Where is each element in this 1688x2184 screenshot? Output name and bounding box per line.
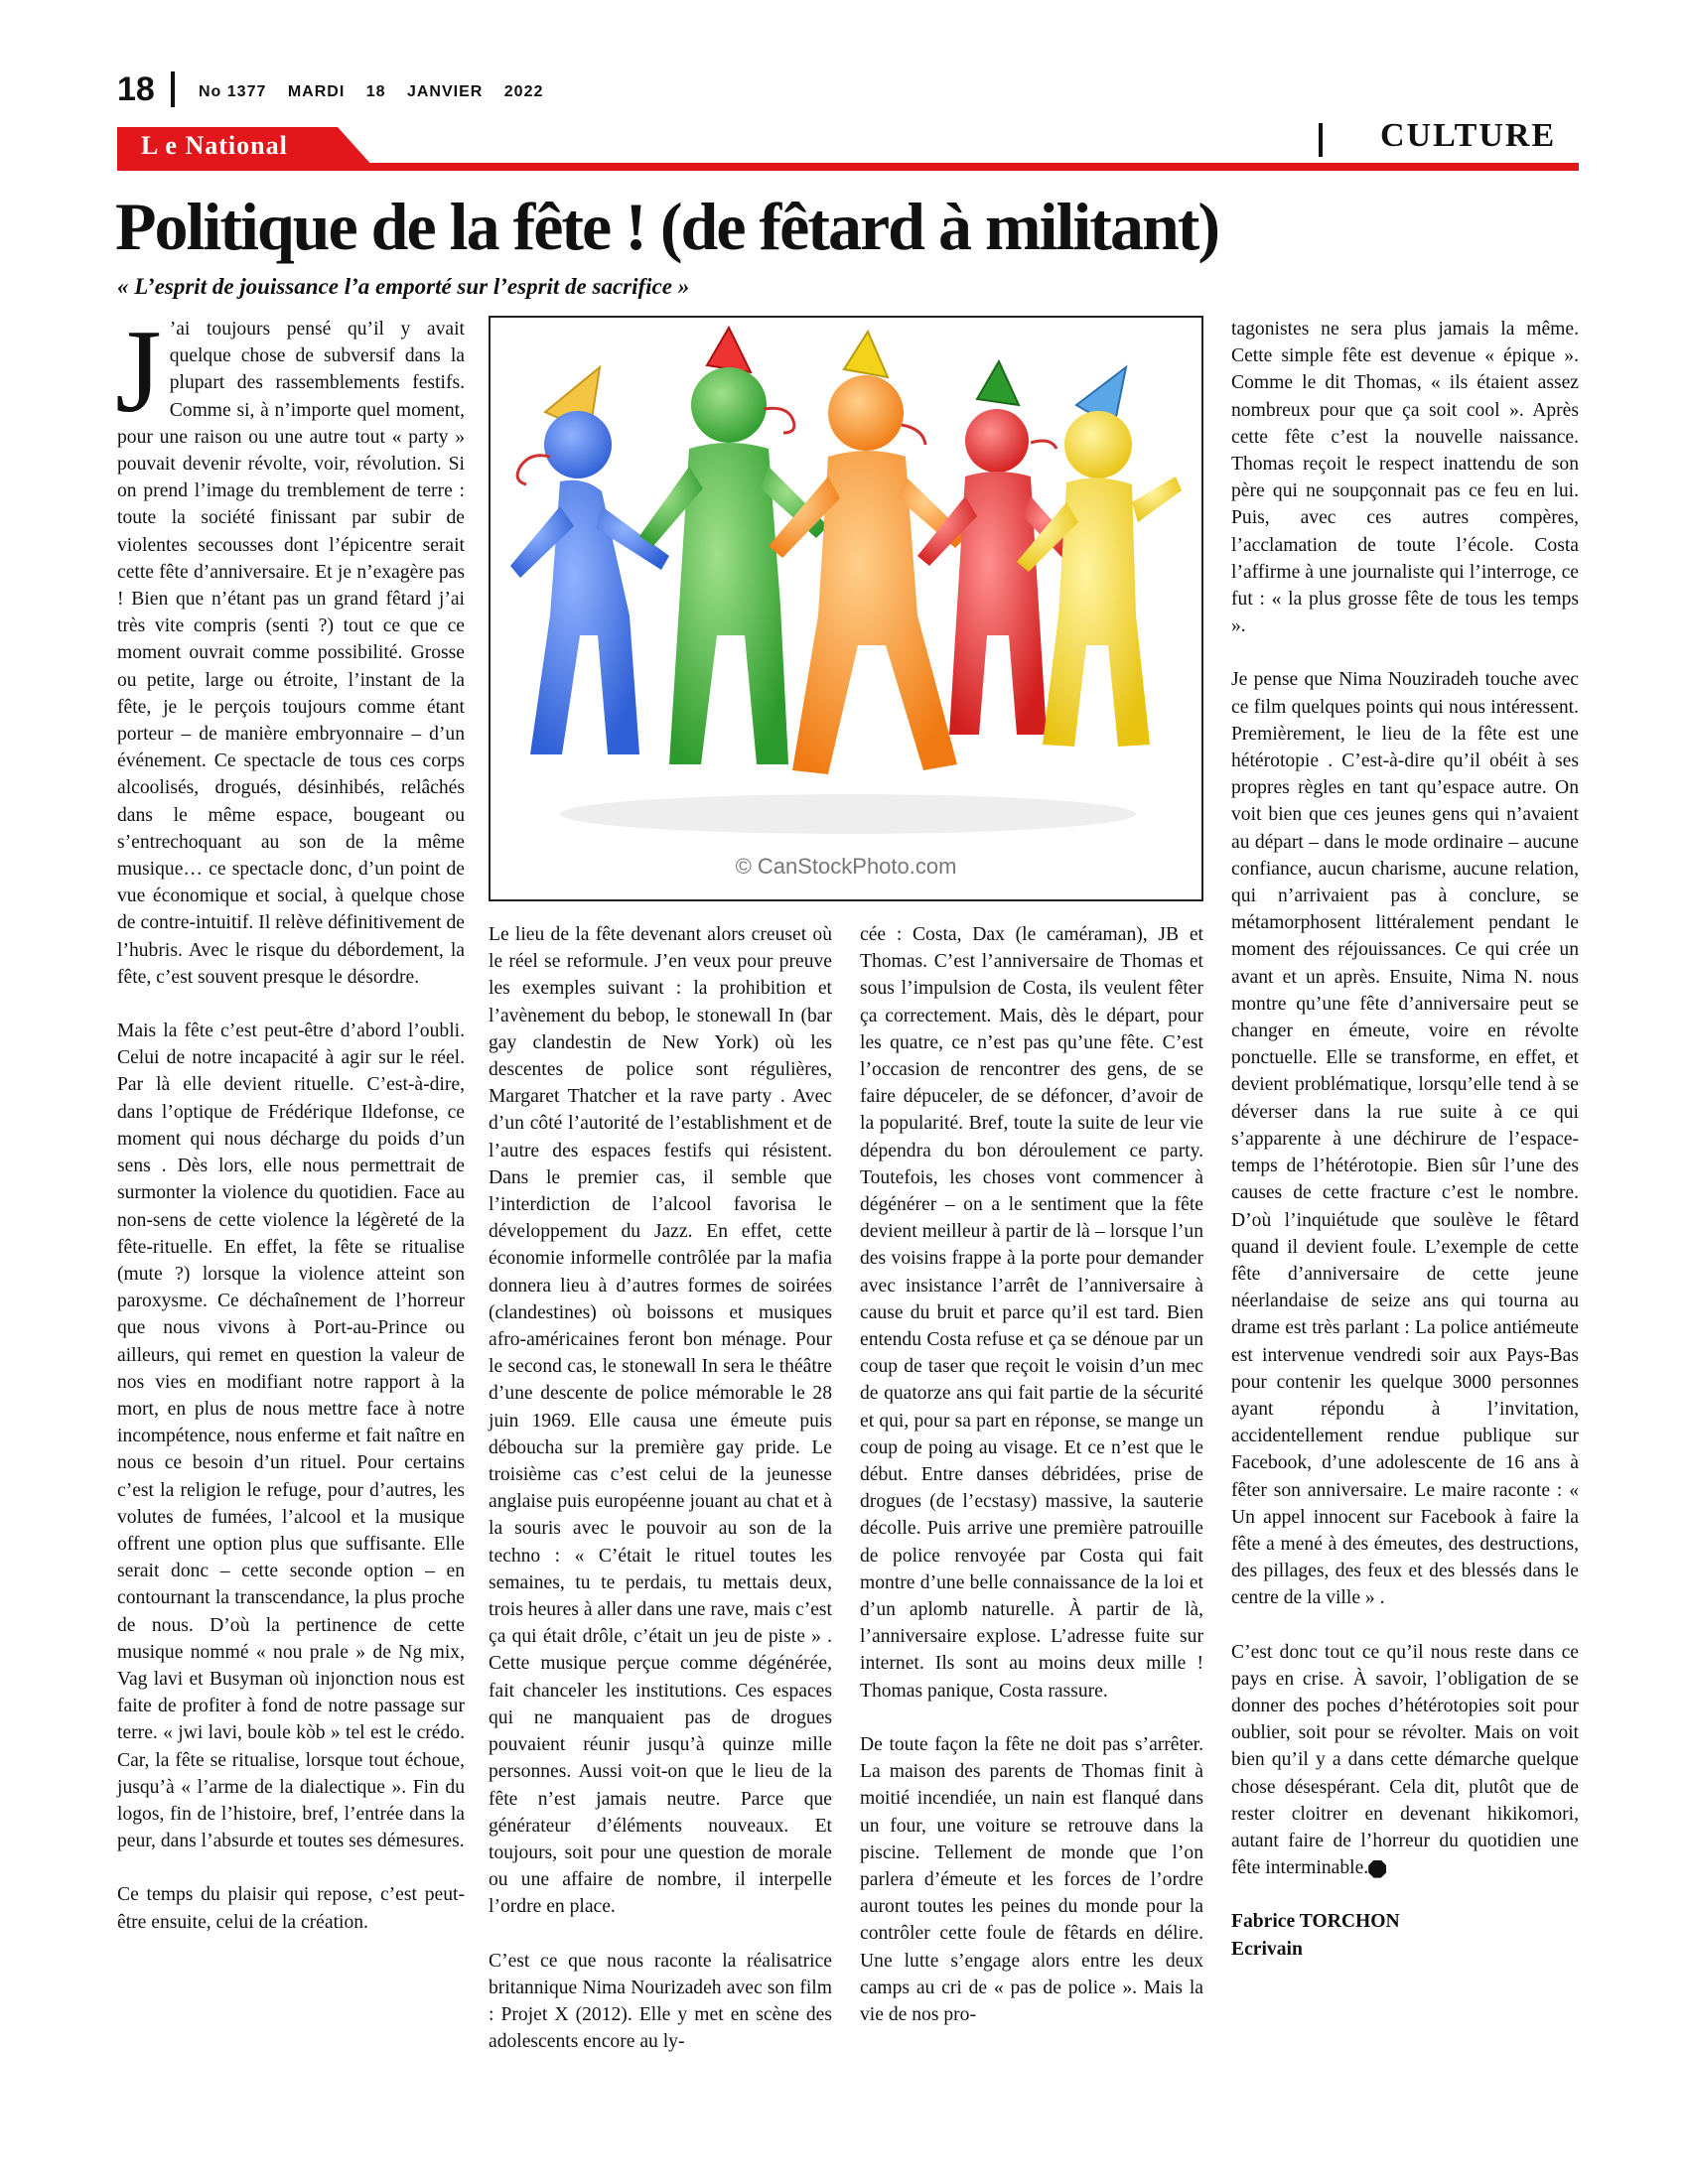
- party-figures-illustration: [491, 318, 1201, 899]
- issue-number: No 1377: [199, 83, 267, 100]
- paragraph: tagonistes ne sera plus jamais la même. Cette simple fête est devenue « épique ». Comme le dit Thomas, « ils étaient assez nombreux pour que ça soit cool ». Après cette fête c’est la nouvelle naissance. Thomas reçoit le respect inattendu de son père qui ne soupçonnait pas ce feu en lui. Puis, avec ces autres compères, l’acclamation de toute l’école. Costa l’affirme à une journaliste qui l’interroge, ce fut : « la plus grosse fête de tous les temps ».: [1231, 319, 1579, 637]
- paragraph: Je pense que Nima Nouziradeh touche avec ce film quelques points qui nous intéressent. Premièrement, le lieu de la fête est une hétérotopie . C’est-à-dire qu’il obéit à ses propres règles en tant qu’espace autre. On voit bien que ces jeunes gens qui n’avaient au départ – dans le mode ordinaire – aucune confiance, aucun charisme, aucune relation, qui n’arrivaient pas à conclure, se métamorphosent littéralement pendant le moment des réjouissances. Ce qui crée un avant et un après. Ensuite, Nima N. nous montre qu’une fête d’anniversaire peut se changer en émeute, voire en révolte ponctuelle. Elle se transforme, en effet, et devient problématique, lorsqu’elle tend à se déverser dans la rue suite à ce qui s’apparente à une déchirure de l’espace-temps de l’hétérotopie. Bien sûr l’une des causes de cette fracture c’est le nombre. D’où l’inquiétude que soulève le fêtard quand il devient foule. L’exemple de cette fête d’anniversaire de cette jeune néerlandaise de seize ans qui tourna au drame est très parlant : La police antiémeute est intervenue vendredi soir aux Pays-Bas pour contenir les quelque 3000 personnes ayant répondu à l’invitation, accidentellement rendue publique sur Facebook, d’une adolescente de 16 ans à fêter son anniversaire. Le maire raconte : « Un appel innocent sur Facebook à faire la fête a mené à des émeutes, des destructions, des pillages, des feux et des blessés dans le centre de la ville » .: [1231, 669, 1579, 1609]
- masthead-divider: [171, 71, 175, 107]
- red-rule: [117, 163, 1579, 171]
- issue-date-day: 18: [365, 83, 386, 100]
- issue-line: [199, 83, 559, 101]
- paragraph-text: C’est donc tout ce qu’il nous reste dans ce pays en crise. À savoir, l’obligation de se donner des poches d’hétérotopies soit pour oublier, soit pour se révolter. Mais on voit bien qu’il y a dans cette démarche quelque chose désespérant. Cela dit, plutôt que de rester cloitrer en devenant hikikomori, autant faire de l’horreur du quotidien une fête interminable.: [1231, 1641, 1579, 1879]
- author-role: Ecrivain: [1231, 1938, 1303, 1960]
- column-1: [115, 305, 465, 1936]
- paragraph: Le lieu de la fête devenant alors creuset où le réel se reformule. J’en veux pour preuve les exemples suivant : la prohibition et l’avènement du bebop, le stonewall In (bar gay clandestin de New York) où les descentes de police sont régulières, Margaret Thatcher et la rave party . Avec d’un côté l’autorité de l’establishment et de l’autre des espaces festifs qui résistent. Dans le premier cas, il semble que l’interdiction de l’alcool favorisa le développement du Jazz. En effet, cette économie informelle contrôlée par la mafia donnera lieu à d’autres formes de soirées (clandestines) où boissons et musiques afro-américaines feront bon ménage. Pour le second cas, le stonewall In sera le théâtre d’une descente de police mémorable le 28 juin 1969. Elle causa une émeute puis déboucha sur la première gay pride. Le troisième cas c’est celui de la jeunesse anglaise puis européenne jouant au chat et à la souris avec le pouvoir au son de la techno : « C’était le rituel toutes les semaines, tu te perdais, tu mettais deux, trois heures à aller dans une rave, mais c’est ça qui était drôle, c’était un jeu de piste » . Cette musique perçue comme dégénérée, fait chanceler les institutions. Ces espaces qui ne manquaient pas de drogues pouvaient réunir jusqu’à quinze mille personnes. Aussi voit-on que le lieu de la fête n’est jamais neutre. Parce que générateur d’éléments nouveaux. Et toujours, soit pour une question de morale ou une affaire de nombre, il interpelle l’ordre en place.: [489, 924, 832, 1918]
- section-label: CULTURE: [1380, 117, 1557, 154]
- brand-tab: [117, 127, 375, 167]
- drop-cap: J: [115, 305, 162, 437]
- green-figure: [639, 328, 828, 764]
- paragraph: Ce temps du plaisir qui repose, c’est peut-être ensuite, celui de la création.: [117, 1884, 465, 1933]
- paragraph-text: ’ai toujours pensé qu’il y avait quelque chose de subversif dans la plupart des rassemblements festifs. Comme si, à n’importe quel moment, pour une raison ou une autre tout « party » pouvait devenir révolte, voir, révolution. Si on prend l’image du tremblement de terre : toute la société finissant par subir de violentes secousses dont l’épicentre serait cette fête d’anniversaire. Et je n’exagère pas ! Bien que n’étant pas un grand fêtard j’ai très vite compris (senti ?) tout ce que ce moment ouvrait comme possibilité. Grosse ou petite, large ou étroite, l’instant de la fête, je le perçois toujours comme étant porteur – de manière embryonnaire – d’un événement. Ce spectacle de tous ces corps alcoolisés, drogués, désinhibés, relâchés dans le même espace, bougeant ou s’entrechoquant au son de la même musique… ce spectacle donc, d’un point de vue économique et social, à quelque chose de contre-intuitif. Il relève définitivement de l’hubris. Avec le risque du débordement, la fête, c’est souvent presque le désordre.: [117, 319, 465, 988]
- column-2: [489, 921, 832, 2055]
- author-signature: [1231, 1908, 1579, 1962]
- issue-year: 2022: [503, 83, 544, 100]
- paragraph: De toute façon la fête ne doit pas s’arrêter. La maison des parents de Thomas finit à moitié incendiée, un nain est flanqué dans un four, une voiture se retrouve dans la piscine. Tellement de monde que l’on parlera d’émeute et les forces de l’ordre auront toutes les peines du monde pour la contrôler cette foule de fêtards en délire. Une lutte s’engage alors entre les deux camps au cri de « pas de police ». Mais la vie de nos pro-: [860, 1733, 1203, 2025]
- paragraph: Mais la fête c’est peut-être d’abord l’oubli. Celui de notre incapacité à agir sur le réel. Par là elle devient rituelle. C’est-à-dire, dans l’optique de Frédérique Ildefonse, ce moment qui nous décharge du poids d’un sens . Dès lors, elle nous permettrait de surmonter la violence du quotidien. Face au non-sens de cette violence la légèreté de la fête-rituelle. En effet, la fête se ritualise (mute ?) lorsque la violence atteint son paroxysme. Ce déchaînement de l’horreur que nous vivons à Port-au-Prince ou ailleurs, qui remet en question la valeur de nos vies en modifiant notre rapport à la mort, en plus de nous mettre face à notre incompétence, nous enferme et fait naître en nous ce besoin d’un rituel. Pour certains c’est la religion le refuge, pour d’autres, les volutes de fumées, l’alcool et la musique offrent une option plus que suffisante. Elle serait donc – cette seconde option – en contournant la transcendance, la plus proche de nous. D’où la pertinence de cette musique nommé « nou prale » de Ng mix, Vag lavi et Busyman où injonction nous est faite de profiter à fond de notre passage sur terre. « jwi lavi, boule kòb » tel est le crédo. Car, la fête se ritualise, lorsque tout échoue, jusqu’à « l’arme de la dialectique ». Fin du logos, fin de l’histoire, bref, l’entrée dans la peur, dans l’absurde et toutes ses démesures.: [117, 1021, 465, 1852]
- brand-name: L e National: [141, 131, 288, 160]
- image-credit: © CanStockPhoto.com: [735, 854, 957, 879]
- blue-figure: [510, 367, 669, 754]
- column-4: [1231, 316, 1579, 1963]
- issue-month: JANVIER: [406, 83, 484, 100]
- article-image: [489, 316, 1203, 901]
- subhead: « L’esprit de jouissance l’a emporté sur l’esprit de sacrifice »: [117, 274, 690, 299]
- author-name: Fabrice TORCHON: [1231, 1911, 1400, 1933]
- paragraph: cée : Costa, Dax (le caméraman), JB et Thomas. C’est l’anniversaire de Thomas et sous l’impulsion de Costa, ils veulent fêter ça correctement. Mais, dès le départ, pour les quatre, ce n’est pas qu’une fête. C’est l’occasion de rencontrer des gens, de se faire dépuceler, de se défoncer, d’avoir de la popularité. Bref, toute la suite de leur vie dépendra du bon déroulement ce party. Toutefois, les choses vont commencer à dégénérer – on a le sentiment que la fête devient meilleur à partir de là – lorsque l’un des voisins frappe à la porte pour demander avec insistance l’arrêt de l’anniversaire à cause du bruit et parce qu’il est tard. Bien entendu Costa refuse et ça se dénoue par un coup de taser que reçoit le voisin d’un mec de quatorze ans qui fait partie de la sécurité et qui, pour sa part en réponse, se mange un coup de poing au visage. Et ce n’est que le début. Entre danses débridées, prise de drogues (de l’ecstasy) massive, la sauterie décolle. Puis arrive une première patrouille de police renvoyée par Costa qui fait montre d’une belle connaissance de la loi et d’un aplomb naturelle. À partir de là, l’anniversaire explose. L’adresse fuite sur internet. Ils sont au moins deux mille ! Thomas panique, Costa rassure.: [860, 924, 1203, 1702]
- page-number: 18: [117, 70, 155, 108]
- section-divider: [1319, 123, 1323, 157]
- headline: Politique de la fête ! (de fêtard à militant): [115, 189, 1219, 264]
- end-of-article-icon: [1368, 1860, 1386, 1878]
- column-3: [860, 921, 1203, 2028]
- issue-day: MARDI: [287, 83, 346, 100]
- paragraph: [115, 305, 465, 991]
- paragraph: [1231, 1639, 1579, 1882]
- paragraph: C’est ce que nous raconte la réalisatrice britannique Nima Nourizadeh avec son film : Projet X (2012). Elle y met en scène des adolescents encore au ly-: [489, 1950, 832, 2053]
